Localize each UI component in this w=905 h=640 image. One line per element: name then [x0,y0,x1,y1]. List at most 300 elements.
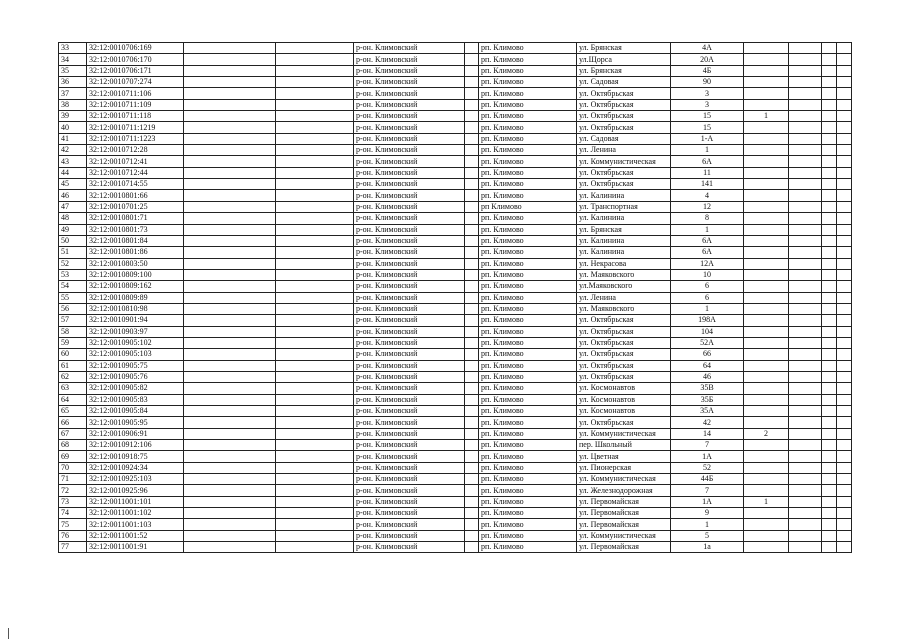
street-cell: ул. Ленина [577,145,671,156]
street-cell: ул. Коммунистическая [577,156,671,167]
blank-cell [465,99,479,110]
cadastral-number-cell: 32:12:0010809:162 [87,281,184,292]
blank-cell [837,428,852,439]
blank-cell [276,508,354,519]
blank-cell [822,371,837,382]
house-number-cell: 1 [671,145,744,156]
table-row [59,213,852,224]
count-cell [744,201,789,212]
blank-cell [465,111,479,122]
house-number-cell: 198А [671,315,744,326]
blank-cell [822,99,837,110]
street-cell: ул. Октябрьская [577,337,671,348]
row-number-cell: 74 [59,508,87,519]
blank-cell [789,428,822,439]
blank-cell [837,485,852,496]
blank-cell [184,54,276,65]
cadastral-number-cell: 32:12:0010906:91 [87,428,184,439]
street-cell: ул. Октябрьская [577,111,671,122]
row-number-cell: 50 [59,235,87,246]
blank-cell [276,485,354,496]
house-number-cell: 66 [671,349,744,360]
blank-cell [276,542,354,553]
blank-cell [837,337,852,348]
blank-cell [276,360,354,371]
blank-cell [789,258,822,269]
blank-cell [822,440,837,451]
blank-cell [822,508,837,519]
blank-cell [789,213,822,224]
blank-cell [184,303,276,314]
blank-cell [276,315,354,326]
blank-cell [789,65,822,76]
blank-cell [822,156,837,167]
blank-cell [837,474,852,485]
settlement-cell: рп Климово [479,201,577,212]
blank-cell [837,383,852,394]
settlement-cell: рп. Климово [479,292,577,303]
street-cell: ул. Калинина [577,213,671,224]
blank-cell [465,292,479,303]
blank-cell [822,542,837,553]
blank-cell [465,133,479,144]
table-row [59,88,852,99]
street-cell: ул. Первомайская [577,519,671,530]
blank-cell [184,371,276,382]
cadastral-number-cell: 32:12:0010701:25 [87,201,184,212]
street-cell: ул. Калинина [577,247,671,258]
blank-cell [465,77,479,88]
scan-edge-mark [8,628,9,639]
blank-cell [789,156,822,167]
row-number-cell: 65 [59,406,87,417]
district-cell: р-он. Климовский [354,77,465,88]
count-cell [744,167,789,178]
blank-cell [184,247,276,258]
blank-cell [822,383,837,394]
blank-cell [837,201,852,212]
blank-cell [276,519,354,530]
blank-cell [465,349,479,360]
blank-cell [822,474,837,485]
row-number-cell: 77 [59,542,87,553]
cadastral-number-cell: 32:12:0010912:106 [87,440,184,451]
cadastral-number-cell: 32:12:0010924:34 [87,462,184,473]
blank-cell [465,201,479,212]
district-cell: р-он. Климовский [354,337,465,348]
district-cell: р-он. Климовский [354,360,465,371]
house-number-cell: 6А [671,235,744,246]
cadastral-number-cell: 32:12:0010712:44 [87,167,184,178]
blank-cell [184,542,276,553]
blank-cell [276,235,354,246]
settlement-cell: рп. Климово [479,337,577,348]
blank-cell [789,224,822,235]
district-cell: р-он. Климовский [354,326,465,337]
blank-cell [184,258,276,269]
blank-cell [184,519,276,530]
blank-cell [837,440,852,451]
table-row [59,179,852,190]
blank-cell [789,145,822,156]
settlement-cell: рп. Климово [479,99,577,110]
cadastral-number-cell: 32:12:0010905:83 [87,394,184,405]
blank-cell [789,133,822,144]
house-number-cell: 6 [671,281,744,292]
blank-cell [837,371,852,382]
street-cell: ул. Октябрьская [577,417,671,428]
row-number-cell: 41 [59,133,87,144]
table-row [59,451,852,462]
blank-cell [184,213,276,224]
house-number-cell: 15 [671,122,744,133]
district-cell: р-он. Климовский [354,371,465,382]
row-number-cell: 64 [59,394,87,405]
blank-cell [184,235,276,246]
blank-cell [465,190,479,201]
blank-cell [822,247,837,258]
district-cell: р-он. Климовский [354,451,465,462]
settlement-cell: рп. Климово [479,406,577,417]
blank-cell [837,213,852,224]
count-cell [744,383,789,394]
blank-cell [822,65,837,76]
blank-cell [276,417,354,428]
blank-cell [822,394,837,405]
district-cell: р-он. Климовский [354,542,465,553]
blank-cell [789,201,822,212]
blank-cell [465,269,479,280]
district-cell: р-он. Климовский [354,281,465,292]
house-number-cell: 9 [671,508,744,519]
blank-cell [789,88,822,99]
blank-cell [465,54,479,65]
cadastral-number-cell: 32:12:0010706:170 [87,54,184,65]
blank-cell [184,349,276,360]
district-cell: р-он. Климовский [354,303,465,314]
blank-cell [276,201,354,212]
property-table [58,42,852,553]
blank-cell [276,247,354,258]
blank-cell [789,303,822,314]
count-cell [744,179,789,190]
settlement-cell: рп. Климово [479,269,577,280]
settlement-cell: рп. Климово [479,122,577,133]
table-row [59,508,852,519]
blank-cell [276,145,354,156]
blank-cell [837,43,852,54]
cadastral-number-cell: 32:12:0010707:274 [87,77,184,88]
settlement-cell: рп. Климово [479,440,577,451]
blank-cell [465,247,479,258]
settlement-cell: рп. Климово [479,485,577,496]
table-row [59,349,852,360]
house-number-cell: 11 [671,167,744,178]
blank-cell [184,156,276,167]
blank-cell [789,292,822,303]
row-number-cell: 56 [59,303,87,314]
row-number-cell: 75 [59,519,87,530]
blank-cell [837,406,852,417]
table-row [59,417,852,428]
district-cell: р-он. Климовский [354,99,465,110]
house-number-cell: 8 [671,213,744,224]
blank-cell [276,88,354,99]
blank-cell [837,167,852,178]
blank-cell [789,281,822,292]
cadastral-number-cell: 32:12:0010918:75 [87,451,184,462]
settlement-cell: рп. Климово [479,43,577,54]
district-cell: р-он. Климовский [354,156,465,167]
cadastral-number-cell: 32:12:0010901:94 [87,315,184,326]
blank-cell [837,133,852,144]
blank-cell [465,167,479,178]
blank-cell [837,88,852,99]
blank-cell [837,462,852,473]
row-number-cell: 51 [59,247,87,258]
count-cell [744,315,789,326]
settlement-cell: рп. Климово [479,77,577,88]
count-cell [744,508,789,519]
blank-cell [837,99,852,110]
blank-cell [822,167,837,178]
table-row [59,337,852,348]
house-number-cell: 6А [671,156,744,167]
table-row [59,406,852,417]
blank-cell [789,122,822,133]
blank-cell [837,281,852,292]
row-number-cell: 73 [59,496,87,507]
row-number-cell: 70 [59,462,87,473]
street-cell: ул. Октябрьская [577,179,671,190]
street-cell: ул. Садовая [577,77,671,88]
blank-cell [789,269,822,280]
settlement-cell: рп. Климово [479,474,577,485]
blank-cell [276,156,354,167]
settlement-cell: рп. Климово [479,224,577,235]
blank-cell [822,281,837,292]
street-cell: ул.Щорса [577,54,671,65]
blank-cell [184,77,276,88]
street-cell: ул. Маяковского [577,303,671,314]
settlement-cell: рп. Климово [479,235,577,246]
house-number-cell: 104 [671,326,744,337]
blank-cell [837,145,852,156]
table-row [59,485,852,496]
blank-cell [184,496,276,507]
house-number-cell: 14 [671,428,744,439]
blank-cell [465,303,479,314]
table-row [59,224,852,235]
blank-cell [465,43,479,54]
blank-cell [837,235,852,246]
blank-cell [276,269,354,280]
house-number-cell: 90 [671,77,744,88]
count-cell [744,360,789,371]
settlement-cell: рп. Климово [479,179,577,190]
blank-cell [184,269,276,280]
blank-cell [822,315,837,326]
settlement-cell: рп. Климово [479,145,577,156]
settlement-cell: рп. Климово [479,167,577,178]
table-row [59,281,852,292]
row-number-cell: 36 [59,77,87,88]
table-row [59,65,852,76]
blank-cell [789,406,822,417]
blank-cell [276,496,354,507]
district-cell: р-он. Климовский [354,247,465,258]
settlement-cell: рп. Климово [479,315,577,326]
blank-cell [465,258,479,269]
cadastral-number-cell: 32:12:0010712:28 [87,145,184,156]
blank-cell [789,190,822,201]
street-cell: ул. Октябрьская [577,360,671,371]
blank-cell [184,315,276,326]
table-row [59,167,852,178]
cadastral-number-cell: 32:12:0010801:86 [87,247,184,258]
blank-cell [822,303,837,314]
blank-cell [465,337,479,348]
cadastral-number-cell: 32:12:0010706:171 [87,65,184,76]
street-cell: ул. Садовая [577,133,671,144]
blank-cell [822,213,837,224]
count-cell [744,349,789,360]
blank-cell [789,77,822,88]
blank-cell [822,122,837,133]
blank-cell [184,462,276,473]
row-number-cell: 60 [59,349,87,360]
table-row [59,43,852,54]
blank-cell [276,190,354,201]
row-number-cell: 42 [59,145,87,156]
blank-cell [276,371,354,382]
cadastral-number-cell: 32:12:0010801:71 [87,213,184,224]
count-cell [744,451,789,462]
blank-cell [184,167,276,178]
blank-cell [822,133,837,144]
blank-cell [465,179,479,190]
count-cell [744,440,789,451]
blank-cell [465,519,479,530]
blank-cell [276,224,354,235]
row-number-cell: 67 [59,428,87,439]
district-cell: р-он. Климовский [354,65,465,76]
street-cell: ул. Брянская [577,65,671,76]
settlement-cell: рп. Климово [479,462,577,473]
house-number-cell: 1А [671,496,744,507]
blank-cell [276,530,354,541]
blank-cell [822,201,837,212]
count-cell [744,292,789,303]
settlement-cell: рп. Климово [479,360,577,371]
house-number-cell: 1 [671,303,744,314]
blank-cell [465,406,479,417]
district-cell: р-он. Климовский [354,133,465,144]
row-number-cell: 58 [59,326,87,337]
street-cell: ул. Брянская [577,224,671,235]
cadastral-number-cell: 32:12:0010711:1223 [87,133,184,144]
cadastral-number-cell: 32:12:0010809:89 [87,292,184,303]
settlement-cell: рп. Климово [479,156,577,167]
cadastral-number-cell: 32:12:0011001:102 [87,508,184,519]
street-cell: ул. Октябрьская [577,326,671,337]
blank-cell [465,235,479,246]
blank-cell [276,122,354,133]
blank-cell [184,201,276,212]
district-cell: р-он. Климовский [354,201,465,212]
settlement-cell: рп. Климово [479,428,577,439]
street-cell: ул. Калинина [577,235,671,246]
district-cell: р-он. Климовский [354,145,465,156]
blank-cell [184,440,276,451]
count-cell [744,224,789,235]
cadastral-number-cell: 32:12:0010801:84 [87,235,184,246]
settlement-cell: рп. Климово [479,88,577,99]
blank-cell [837,77,852,88]
count-cell [744,485,789,496]
blank-cell [837,122,852,133]
settlement-cell: рп. Климово [479,417,577,428]
house-number-cell: 64 [671,360,744,371]
count-cell [744,54,789,65]
blank-cell [184,485,276,496]
cadastral-number-cell: 32:12:0010706:169 [87,43,184,54]
count-cell [744,542,789,553]
blank-cell [276,292,354,303]
blank-cell [276,383,354,394]
house-number-cell: 12А [671,258,744,269]
settlement-cell: рп. Климово [479,303,577,314]
count-cell [744,213,789,224]
blank-cell [789,247,822,258]
blank-cell [822,337,837,348]
blank-cell [822,88,837,99]
count-cell [744,133,789,144]
blank-cell [837,65,852,76]
cadastral-number-cell: 32:12:0011001:101 [87,496,184,507]
table-row [59,519,852,530]
blank-cell [789,508,822,519]
blank-cell [789,462,822,473]
blank-cell [465,542,479,553]
count-cell: 1 [744,111,789,122]
street-cell: ул. Первомайская [577,542,671,553]
blank-cell [184,292,276,303]
blank-cell [837,156,852,167]
settlement-cell: рп. Климово [479,133,577,144]
street-cell: пер. Школьный [577,440,671,451]
count-cell [744,530,789,541]
count-cell [744,190,789,201]
blank-cell [822,111,837,122]
blank-cell [465,440,479,451]
blank-cell [822,224,837,235]
blank-cell [465,451,479,462]
blank-cell [789,451,822,462]
table-row [59,111,852,122]
street-cell: ул. Калинина [577,190,671,201]
blank-cell [465,474,479,485]
settlement-cell: рп. Климово [479,530,577,541]
street-cell: ул. Железнодорожная [577,485,671,496]
blank-cell [789,326,822,337]
blank-cell [465,496,479,507]
blank-cell [822,485,837,496]
count-cell [744,156,789,167]
cadastral-number-cell: 32:12:0011001:103 [87,519,184,530]
district-cell: р-он. Климовский [354,383,465,394]
blank-cell [822,360,837,371]
